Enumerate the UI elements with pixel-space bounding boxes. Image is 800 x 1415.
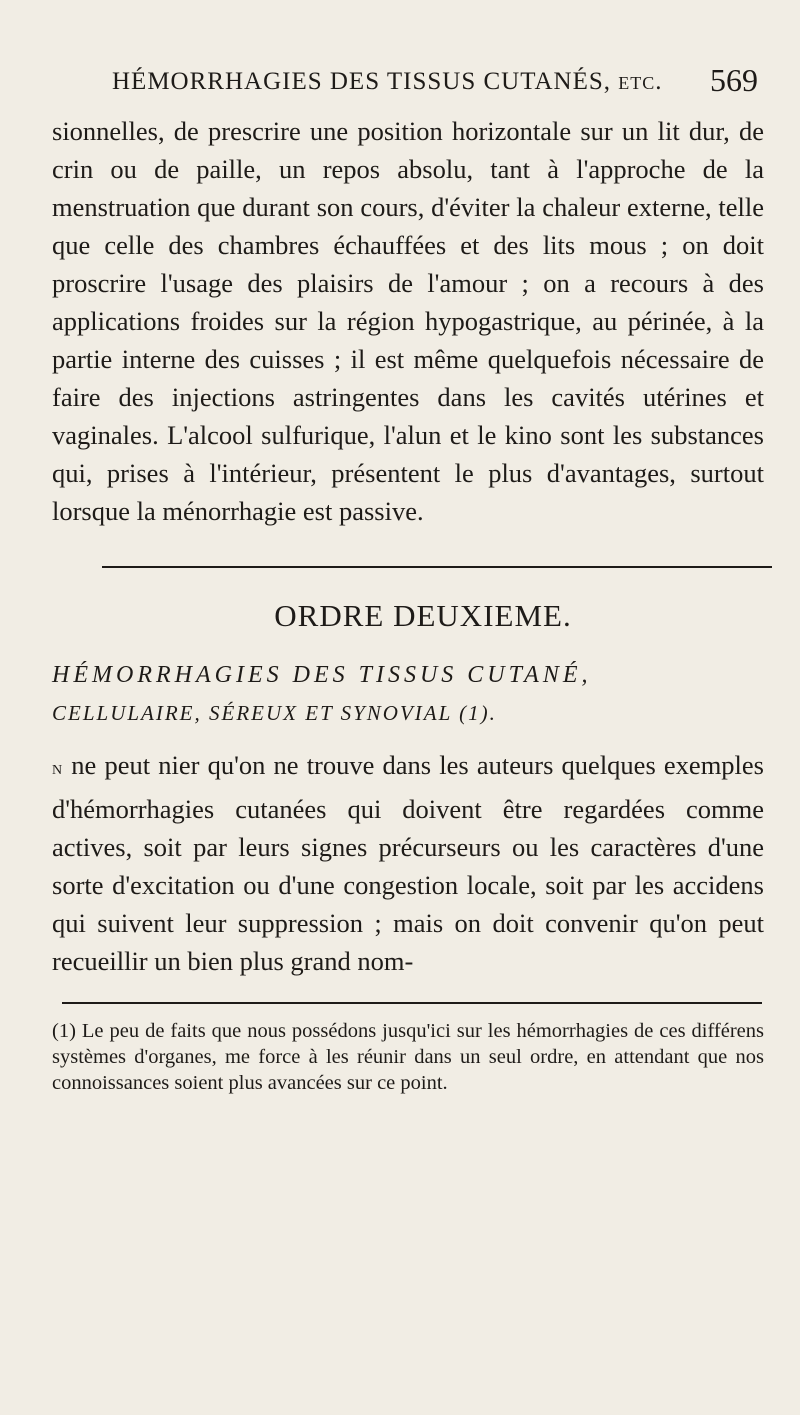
footnote [52, 1018, 764, 1096]
footnote-mark: (1) [52, 1020, 76, 1042]
paragraph-continued: sionnelles, de prescrire une position horizontale sur un lit dur, de crin ou de paille, un repos absolu, tant à l'approche de la menstruation que durant son cours, d'éviter la chaleur externe, telle que celle des chambres échauffées et des lits mous ; on doit proscrire l'usage des plaisirs de l'amour ; on a recours à des applications froides sur la région hypogastrique, au périnée, à la partie interne des cuisses ; il est même quelquefois nécessaire de faire des injections astringentes dans les cavités utérines et vaginales. L'alcool sulfurique, l'alun et le kino sont les substances qui, prises à l'intérieur, présentent le plus d'avantages, surtout lorsque la ménorrhagie est passive. [52, 116, 764, 526]
section-title: ORDRE DEUXIEME. [274, 598, 572, 633]
running-title: HÉMORRHAGIES DES TISSUS CUTANÉS, etc. [112, 68, 663, 95]
page-number: 569 [710, 62, 758, 98]
footnote-text: Le peu de faits que nous possédons jusqu'ici sur les hémorrhagies de ces différens systèmes d'organes, me force à les réunir dans un seul ordre, en attendant que nos connoissances soient plus avancées sur ce point. [52, 1020, 764, 1094]
section-divider [102, 566, 772, 568]
subtitle-line-2: CELLULAIRE, SÉREUX ET SYNOVIAL (1). [52, 701, 497, 725]
footnote-divider [62, 1002, 762, 1004]
initial-letter: N [52, 763, 64, 778]
running-head [52, 62, 764, 112]
subtitle-line-1: HÉMORRHAGIES DES TISSUS CUTANÉ, [52, 662, 592, 688]
section-subtitle [52, 656, 764, 732]
section-paragraph-text: ne peut nier qu'on ne trouve dans les auteurs quelques exemples d'hémorrhagies cutanées qui doivent être regardées comme actives, soit par leurs signes précurseurs ou les caractères d'une sorte d'excitation ou d'une congestion locale, soit par les accidens qui suivent leur suppression ; mais on doit convenir qu'on peut recueillir un bien plus grand nom- [52, 750, 764, 976]
main-text [52, 112, 764, 530]
book-page [52, 62, 764, 1096]
section-paragraph [52, 746, 764, 980]
